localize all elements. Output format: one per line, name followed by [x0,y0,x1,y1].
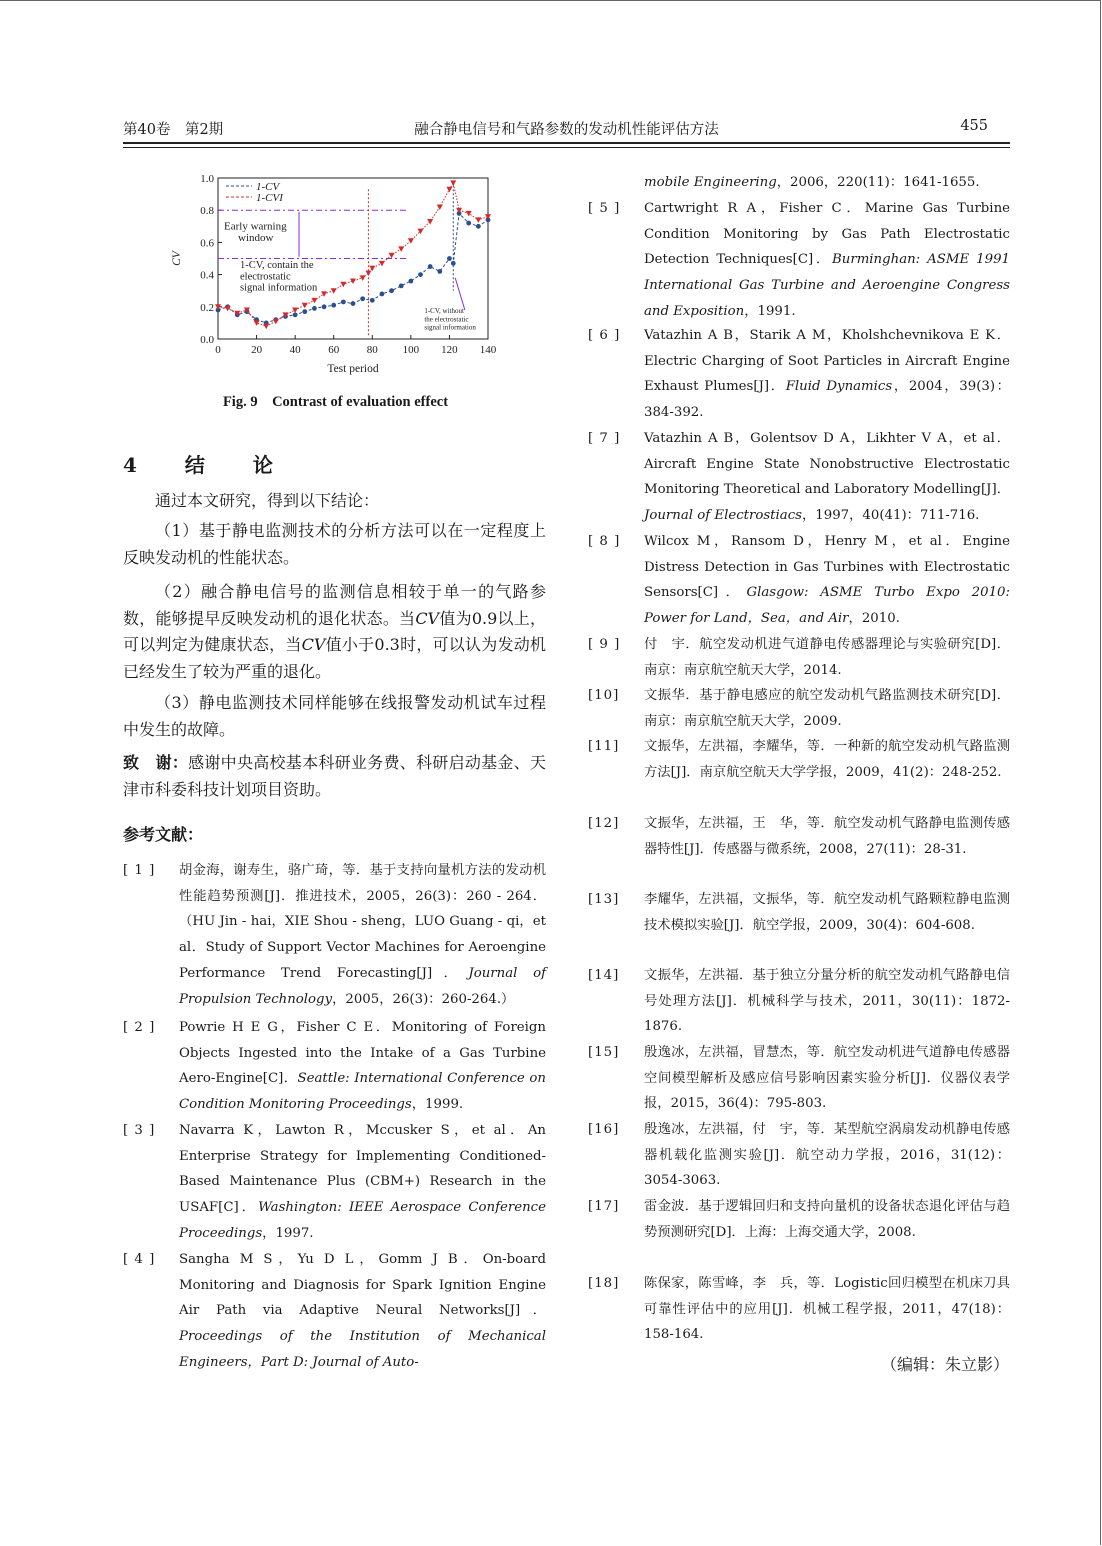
ref-text-tail: ，2006，220(11)：1641-1655. [776,175,980,190]
data-point [322,304,327,309]
data-point [370,298,375,303]
reference-item [588,196,1010,325]
ref-number: [ 3 ] [123,1123,156,1138]
data-point [351,301,356,306]
data-point [302,309,307,314]
data-point [360,296,365,301]
reference-item [588,1271,1010,1348]
ref-text: 文振华，左洪福，李耀华，等．一种新的航空发动机气路监测方法[J]．南京航空航天大学学报，2009，41(2)：248-252. [644,739,1010,780]
x-tick-label: 100 [402,344,420,356]
header-rule-thick [123,142,1010,144]
data-point [293,312,298,317]
cv-symbol: CV [301,635,326,654]
annotation-text: signal information [240,282,318,294]
reference-item [123,1118,546,1247]
ref-text-italic: Fluid Dynamics [785,379,893,395]
reference-item [588,323,1010,426]
ref-text [179,858,546,1012]
ref-text-main: 胡金海，谢寿生，骆广琦，等．基于支持向量机方法的发动机性能趋势预测[J]．推进技术，2005，26(3)：260 - 264．（HU Jin - hai，XIE Shou - sheng，LUO Guang - qi，et al．Study of Support Vector Machines for Aeroengine Performance Trend Forecasting[J]． [179,863,546,981]
reference-item [588,529,1010,632]
conclusion-3: （3）静电监测技术同样能够在线报警发动机试车过程中发生的故障。 [123,693,546,739]
reference-item [123,1247,546,1376]
reference-item [588,1194,1010,1245]
annotation-text: window [238,231,274,244]
reference-continuation [644,170,1010,196]
data-point [466,221,471,226]
ref-text [644,196,1010,325]
data-point [311,298,317,304]
ref-number: [ 2 ] [123,1020,156,1035]
ref-text [179,1247,546,1376]
ref-text-main: Vatazhin A B，Starik A M，Kholshchevnikova E K．Electric Charging of Soot Particles in Aircraft Engine Exhaust Plumes[J]． [644,328,1010,395]
acknowledgement [123,750,546,803]
data-point [312,306,317,311]
conclusion-intro: 通过本文研究，得到以下结论： [155,491,380,510]
ack-label: 致 谢： [123,753,189,772]
data-point [418,272,423,277]
ref-text: 李耀华，左洪福，文振华，等．航空发动机气路颗粒静电监测技术模拟实验[J]．航空学报，2009，30(4)：604-608. [644,892,1010,933]
ref-text [179,1118,546,1247]
data-point [389,288,394,293]
data-point [341,300,346,305]
conclusion-2a: （2）融合静电信号的监测信息相较于单一的气路参数，能够提早反映发动机的退化状态。当 [123,582,546,628]
ref-text: 殷逸冰，左洪福，付 宇，等．某型航空涡扇发动机静电传感器机载化监测实验[J]．航空动力学报，2016，31(12)：3054-3063. [644,1122,1010,1189]
data-point [365,270,371,276]
ref-text-tail: ，2010. [848,611,900,627]
ref-number: [17] [588,1199,620,1214]
conclusion-2c: 值小于0.3时，可以认为发动机已经发生了较为严重的退化。 [123,635,546,681]
data-point [380,292,385,297]
ref-text-main: Wilcox M，Ransom D，Henry M，et al．Engine Distress Detection in Gas Turbines with Electrostatic Sensors[C]． [644,534,1010,601]
data-point [379,261,385,267]
ack-text: 感谢中央高校基本科研业务费、科研启动基金、天津市科委科技计划项目资助。 [123,753,546,799]
ref-number: [11] [588,739,620,754]
ref-text [644,529,1010,632]
reference-item [588,632,1010,683]
x-tick-label: 60 [328,344,340,356]
data-point [321,291,327,297]
ref-text-main: Vatazhin A B，Golentsov D A，Likhter V A，et al．Aircraft Engine State Nonobstructive Electrostatic Monitoring Theoretical and Laboratory Modelling[J]． [644,431,1010,498]
x-tick-label: 140 [479,344,497,356]
reference-item [588,811,1010,862]
ref-text-tail: ，1999. [411,1097,464,1113]
header-rule-thin [123,147,1010,148]
data-point [399,283,404,288]
reference-item [588,426,1010,529]
data-point [428,264,433,269]
x-tick-label: 80 [366,344,378,356]
x-tick-label: 40 [289,344,301,356]
ref-text-italic: Glasgow: ASME Turbo Expo 2010: Power for Land，Sea，and Air [644,585,1010,627]
x-tick-label: 120 [441,344,458,356]
data-point [292,308,298,314]
ref-text: 陈保家，陈雪峰，李 兵，等．Logistic回归模型在机床刀具可靠性评估中的应用[J]．机械工程学报，2011，47(18)：158-164. [644,1276,1010,1343]
ref-number: [10] [588,688,620,703]
figure-9 [170,168,500,383]
journal-volume: 第40卷 第2期 [123,122,224,138]
ref-text: 殷逸冰，左洪福，冒慧杰，等．航空发动机进气道静电传感器空间模型解析及感应信号影响因素实验分析[J]．仪器仪表学报，2015，36(4)：795-803. [644,1045,1010,1112]
ref-text-main: Powrie H E G，Fisher C E．Monitoring of Foreign Objects Ingested into the Intake of a Gas Turbine Aero-Engine[C]． [179,1020,546,1087]
data-point [331,288,337,294]
ref-number: [15] [588,1045,620,1060]
references-title: 参考文献： [123,825,204,844]
ref-number: [ 4 ] [123,1252,156,1267]
ref-text [644,323,1010,426]
annotation-text: signal information [424,323,476,332]
data-point [446,187,452,193]
ref-text-italic: Proceedings of the Institution of Mechanical Engineers，Part D: Journal of Auto- [179,1329,546,1370]
running-header [123,118,1010,140]
y-tick-label: 1.0 [200,173,214,185]
annotation-arrow [455,278,465,310]
reference-item [588,887,1010,938]
ref-text-main: Sangha M S，Yu D L，Gomm J B．On-board Monitoring and Diagnosis for Spark Ignition Engine Air Path via Adaptive Neural Networks[J]． [179,1252,546,1319]
ref-text-main: Navarra K，Lawton R，Mccusker S，et al．An Enterprise Strategy for Implementing Conditioned-Based Maintenance Plus (CBM+) Research in the USAF[C]． [179,1123,546,1216]
ref-text: 雷金波．基于逻辑回归和支持向量机的设备状态退化评估与趋势预测研究[D]．上海：上海交通大学，2008. [644,1199,1010,1240]
conclusion-1: （1）基于静电监测技术的分析方法可以在一定程度上反映发动机的性能状态。 [123,521,546,567]
running-title: 融合静电信号和气路参数的发动机性能评估方法 [414,122,719,138]
cv-chart [170,168,500,383]
conclusion-2 [123,579,546,685]
reference-item [123,1015,546,1118]
ref-text-tail: ，1997，40(41)：711-716. [801,508,980,524]
data-point [427,219,433,225]
ref-text [644,426,1010,529]
data-point [340,282,346,288]
reference-item [123,858,546,1012]
y-tick-label: 0.4 [200,269,214,282]
data-point [437,269,442,274]
y-tick-label: 0.6 [200,237,214,250]
data-point [451,261,456,266]
reference-item [588,734,1010,785]
x-tick-label: 20 [251,344,263,356]
data-point [263,324,269,330]
annotation-text: 1-CV, contain the [240,260,314,272]
ref-text: 文振华，左洪福，王 华，等．航空发动机气路静电监测传感器特性[J]．传感器与微系统，2008，27(11)：28-31. [644,816,1010,857]
ref-text-italic: Washington: IEEE Aerospace Conference Proceedings [179,1200,546,1241]
data-point [476,224,481,229]
annotation-text: electrostatic [240,271,291,283]
ref-text-main: Cartwright R A，Fisher C．Marine Gas Turbine Condition Monitoring by Gas Path Electrostatic Detection Techniques[C]． [644,201,1010,268]
reference-item [588,1117,1010,1194]
ref-text-italic: Burminghan: ASME 1991 International Gas Turbine and Aeroengine Congress and Exposition [644,252,1010,319]
annotation-text: the electrostatic [424,315,469,324]
data-point [466,211,472,217]
annotation-text: Early warning [224,220,287,233]
ref-text: 付 宇．航空发动机进气道静电传感器理论与实验研究[D]．南京：南京航空航天大学，2014. [644,637,1010,678]
y-tick-label: 0.2 [200,301,214,314]
editor-credit: （编辑：朱立影） [880,1355,1009,1374]
data-point [369,266,375,272]
legend-label: 1-CVI [256,192,283,204]
data-point [450,180,456,186]
ref-text-italic: Journal of Propulsion Technology [179,965,546,1007]
ref-number: [18] [588,1276,620,1291]
ref-text-tail: ，2004，39(3)：384-392. [644,379,1010,421]
ref-text: 文振华．基于静电感应的航空发动机气路监测技术研究[D]．南京：南京航空航天大学，2009. [644,688,1010,729]
annotation-text: 1-CV, without [424,307,464,316]
data-point [408,238,414,244]
ref-number: [ 7 ] [588,431,621,446]
data-point [398,246,404,252]
data-point [273,319,279,325]
ref-number: [ 6 ] [588,328,621,343]
figure-caption: Fig. 9 Contrast of evaluation effect [222,394,449,410]
ref-text: 文振华，左洪福．基于独立分量分析的航空发动机气路静电信号处理方法[J]．机械科学与技术，2011，30(11)：1872-1876. [644,968,1010,1035]
section-title: 4 结 论 [123,453,287,477]
ref-text-italic: mobile Engineering [644,175,777,190]
reference-item [588,963,1010,1040]
y-tick-label: 0.8 [200,205,214,218]
data-point [437,204,443,210]
reference-item [588,1040,1010,1117]
ref-text-tail: ，1997. [262,1225,314,1241]
data-point [302,303,308,309]
page-number: 455 [960,118,988,134]
data-point [408,279,413,284]
legend-label: 1-CV [256,181,280,193]
ref-number: [14] [588,968,620,983]
data-point [475,217,481,223]
x-axis-label: Test period [327,363,379,375]
ref-text [179,1015,546,1118]
ref-number: [16] [588,1122,620,1137]
ref-number: [ 8 ] [588,534,621,549]
y-axis-label: CV [171,251,183,266]
ref-text-tail: ，2005，26(3)：260-264.） [332,991,515,1007]
data-point [331,303,336,308]
reference-item [588,683,1010,734]
ref-text-italic: Seattle: International Conference on Condition Monitoring Proceedings [179,1071,547,1113]
cv-symbol: CV [415,608,440,628]
ref-text-italic: Journal of Electrostiacs [644,508,802,524]
ref-number: [13] [588,892,620,907]
x-tick-label: 0 [215,344,221,356]
y-tick-label: 0.0 [200,334,214,346]
ref-number: [12] [588,816,620,831]
ref-number: [ 9 ] [588,637,621,652]
ref-number: [ 1 ] [123,863,156,878]
data-point [447,256,452,261]
ref-number: [ 5 ] [588,201,621,216]
conclusion-2b: 值为0.9以上，可以判定为健康状态，当 [123,608,546,654]
ref-text-tail: ，1991. [744,303,796,319]
